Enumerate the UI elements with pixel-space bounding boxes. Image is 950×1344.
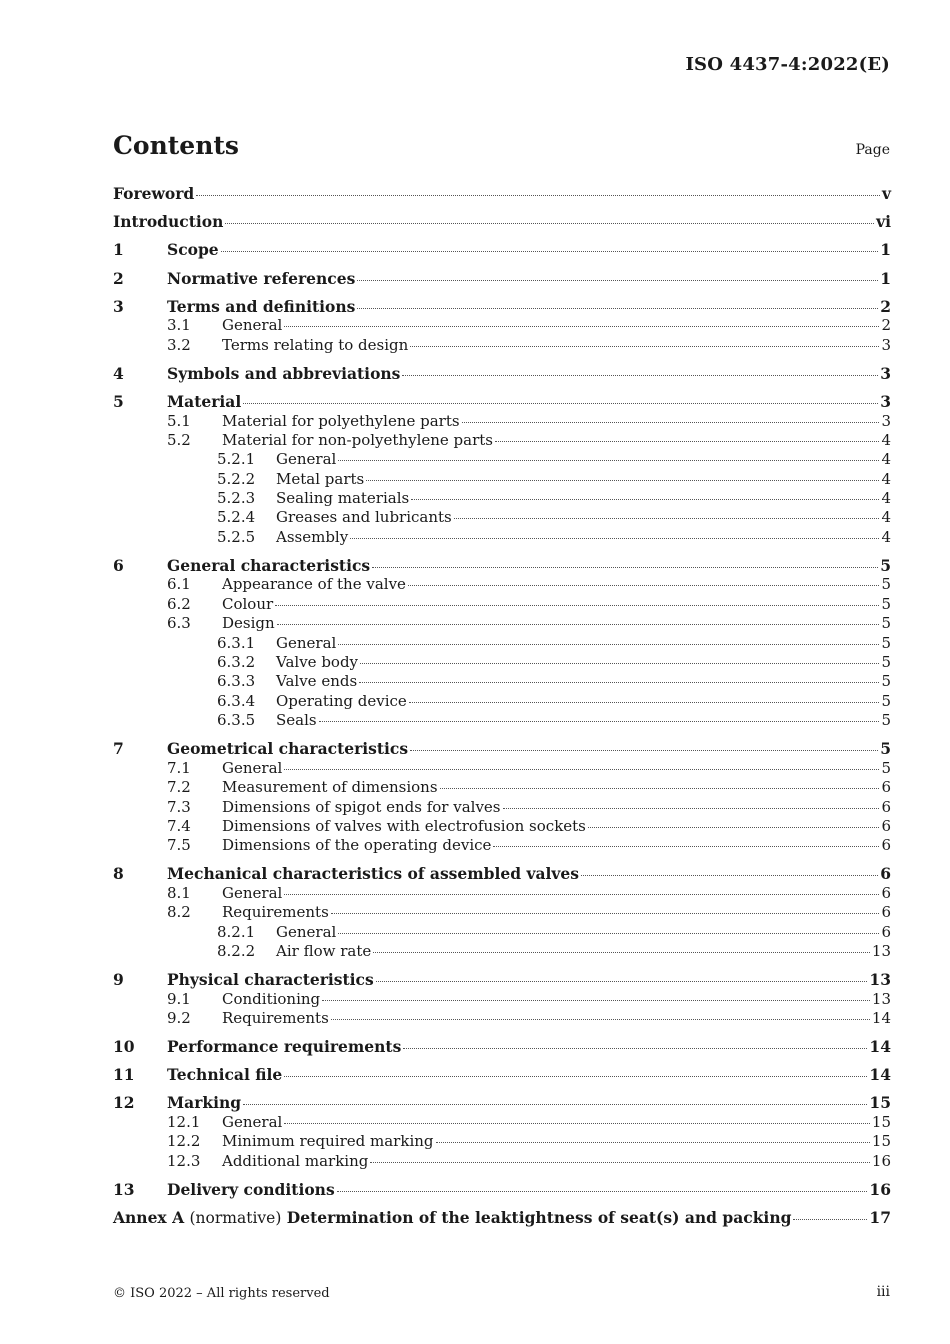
toc-entry[interactable] — [113, 798, 891, 817]
toc-entry[interactable] — [113, 759, 891, 778]
toc-section-number: 12.1 — [167, 1112, 201, 1131]
toc-entry-annex-a[interactable] — [113, 1208, 891, 1228]
toc-entry-title: Metal parts — [276, 469, 365, 488]
toc-entry-title: Dimensions of valves with electrofusion sockets — [222, 816, 586, 835]
dot-leader — [376, 981, 868, 982]
toc-entry-title: Scope — [167, 240, 219, 260]
dot-leader — [372, 567, 878, 568]
dot-leader — [319, 721, 880, 722]
toc-section-number: 3 — [113, 296, 124, 316]
document-id: ISO 4437-4:2022(E) — [685, 54, 890, 75]
toc-entry-title: Performance requirements — [167, 1037, 402, 1056]
toc-section-number: 11 — [113, 1065, 135, 1085]
toc-page-number: 6 — [881, 816, 891, 835]
toc-page-number: 14 — [869, 1037, 891, 1056]
toc-entry[interactable] — [113, 634, 891, 653]
toc-section-number: 7.4 — [167, 816, 191, 835]
toc-entry[interactable] — [113, 1180, 891, 1200]
toc-entry[interactable] — [113, 431, 891, 450]
dot-leader — [357, 308, 878, 309]
toc-page-number: 1 — [880, 268, 891, 288]
toc-entry-title: General — [276, 450, 337, 469]
toc-page-number: 4 — [881, 489, 891, 508]
toc-section-number: 1 — [113, 240, 124, 260]
toc-entry[interactable] — [113, 489, 891, 508]
dot-leader — [495, 441, 879, 442]
toc-section-number: 4 — [113, 363, 124, 383]
toc-entry[interactable] — [113, 364, 891, 384]
dot-leader — [338, 644, 879, 645]
toc-entry[interactable] — [113, 528, 891, 547]
toc-section-number: 6.3.3 — [217, 672, 256, 691]
dot-leader — [402, 375, 878, 376]
toc-entry-title: General — [276, 922, 337, 941]
toc-entry[interactable] — [113, 297, 891, 317]
dot-leader — [350, 538, 879, 539]
toc-page-number: 5 — [881, 594, 891, 613]
toc-section-number: 8 — [113, 864, 124, 884]
toc-page-number: 5 — [881, 711, 891, 730]
dot-leader — [373, 952, 870, 953]
dot-leader — [403, 1048, 867, 1049]
toc-page-number: 4 — [881, 450, 891, 469]
toc-entry-title: Material — [167, 391, 242, 411]
toc-section-number: 5.2.5 — [217, 527, 256, 546]
toc-entry[interactable] — [113, 778, 891, 797]
toc-page-number: 14 — [871, 1009, 891, 1028]
dot-leader — [284, 1123, 870, 1124]
toc-page-number: 2 — [880, 296, 891, 316]
toc-entry[interactable] — [113, 1132, 891, 1151]
toc-entry-title: Delivery conditions — [167, 1179, 335, 1199]
toc-entry-title: Terms and definitions — [167, 296, 356, 316]
toc-section-number: 6.3 — [167, 614, 191, 633]
toc-entry-title: Valve ends — [276, 672, 358, 691]
annex-label: Annex A — [113, 1207, 185, 1227]
dot-leader — [243, 1104, 867, 1105]
toc-entry-title: Material for non-polyethylene parts — [222, 430, 493, 449]
toc-entry-title: Marking — [167, 1093, 242, 1113]
toc-entry-title: Seals — [276, 711, 317, 730]
toc-page-number: 1 — [880, 240, 891, 260]
toc-page-number: 5 — [881, 575, 891, 594]
dot-leader — [337, 1191, 868, 1192]
page-number: iii — [876, 1284, 890, 1300]
toc-entry-title: Introduction — [113, 212, 224, 232]
toc-entry-title: Assembly — [276, 527, 349, 546]
toc-entry-title: Terms relating to design — [222, 335, 409, 354]
toc-section-number: 9.2 — [167, 1009, 191, 1028]
dot-leader — [225, 223, 874, 224]
toc-section-number: 12.2 — [167, 1132, 201, 1151]
toc-page-number: 2 — [881, 316, 891, 335]
toc-entry[interactable] — [113, 903, 891, 922]
dot-leader — [493, 846, 879, 847]
toc-entry[interactable] — [113, 450, 891, 469]
toc-entry[interactable] — [113, 942, 891, 961]
toc-section-number: 8.2 — [167, 903, 191, 922]
annex-title: Determination of the leaktightness of seat(s) and packing — [286, 1207, 792, 1227]
toc-section-number: 6.3.5 — [217, 711, 256, 730]
toc-section-number: 12.3 — [167, 1151, 201, 1170]
toc-page-number: 17 — [869, 1207, 891, 1227]
dot-leader — [338, 933, 879, 934]
toc-section-number: 6.3.2 — [217, 652, 256, 671]
toc-page-number: 6 — [881, 903, 891, 922]
toc-entry[interactable] — [113, 556, 891, 576]
dot-leader — [284, 326, 879, 327]
toc-entry[interactable] — [113, 672, 891, 691]
dot-leader — [284, 894, 879, 895]
toc-entry-title: Greases and lubricants — [276, 508, 452, 527]
dot-leader — [409, 702, 880, 703]
dot-leader — [322, 1000, 870, 1001]
dot-leader — [221, 251, 879, 252]
toc-entry-title: Material for polyethylene parts — [222, 411, 460, 430]
toc-section-number: 8.2.2 — [217, 942, 256, 961]
toc-entry-title: Geometrical characteristics — [167, 739, 409, 759]
dot-leader — [370, 1162, 870, 1163]
dot-leader — [275, 605, 879, 606]
toc-section-number: 8.2.1 — [217, 922, 256, 941]
toc-entry[interactable] — [113, 614, 891, 633]
toc-page-number: 5 — [881, 652, 891, 671]
toc-entry-title: Design — [222, 614, 275, 633]
toc-page-number: 4 — [881, 508, 891, 527]
dot-leader — [357, 280, 878, 281]
toc-entry[interactable] — [113, 711, 891, 730]
toc-section-number: 6.2 — [167, 594, 191, 613]
toc-entry-title: Symbols and abbreviations — [167, 363, 401, 383]
toc-section-number: 9 — [113, 970, 124, 990]
toc-page-number: 3 — [880, 363, 891, 383]
toc-section-number: 3.2 — [167, 335, 191, 354]
dot-leader — [366, 480, 879, 481]
toc-section-number: 5.1 — [167, 411, 191, 430]
toc-section-number: 5 — [113, 391, 124, 411]
dot-leader — [440, 788, 880, 789]
toc-entry-title: Foreword — [113, 184, 195, 203]
toc-entry-title: General — [276, 633, 337, 652]
toc-section-number: 8.1 — [167, 883, 191, 902]
toc-entry[interactable] — [113, 595, 891, 614]
toc-entry[interactable] — [113, 184, 891, 204]
dot-leader — [503, 808, 880, 809]
toc-section-number: 12 — [113, 1093, 135, 1113]
toc-page-number: 5 — [881, 758, 891, 777]
dot-leader — [411, 499, 879, 500]
toc-page-number: 13 — [869, 970, 891, 990]
dot-leader — [588, 827, 880, 828]
toc-page-number: 3 — [881, 411, 891, 430]
toc-page-number: 6 — [880, 864, 891, 884]
toc-entry[interactable] — [113, 990, 891, 1009]
toc-section-number: 9.1 — [167, 989, 191, 1008]
dot-leader — [454, 518, 880, 519]
dot-leader — [331, 913, 880, 914]
toc-page-number: 6 — [881, 883, 891, 902]
toc-page-number: 4 — [881, 469, 891, 488]
toc-entry-title: Mechanical characteristics of assembled valves — [167, 864, 580, 884]
toc-entry-title: Technical file — [167, 1065, 283, 1085]
toc-section-number: 7 — [113, 739, 124, 759]
toc-entry-title: Conditioning — [222, 989, 321, 1008]
copyright-notice: © ISO 2022 – All rights reserved — [113, 1286, 330, 1301]
toc-page-number: 5 — [880, 555, 891, 575]
toc-entry[interactable] — [113, 653, 891, 672]
toc-entry[interactable] — [113, 692, 891, 711]
toc-entry[interactable] — [113, 884, 891, 903]
toc-entry[interactable] — [113, 923, 891, 942]
toc-section-number: 7.3 — [167, 797, 191, 816]
toc-section-number: 7.2 — [167, 778, 191, 797]
toc-section-number: 13 — [113, 1179, 135, 1199]
toc-entry-title: Air flow rate — [276, 942, 372, 961]
toc-page-number: 4 — [881, 430, 891, 449]
toc-page-number: 4 — [881, 527, 891, 546]
toc-page-number: 5 — [881, 633, 891, 652]
toc-page-number: 6 — [881, 778, 891, 797]
toc-entry-title: Dimensions of the operating device — [222, 836, 492, 855]
toc-page-number: 14 — [869, 1065, 891, 1085]
toc-entry[interactable] — [113, 470, 891, 489]
dot-leader — [359, 682, 879, 683]
toc-page-number: 6 — [881, 797, 891, 816]
toc-entry[interactable] — [113, 392, 891, 412]
toc-page-number: 5 — [881, 691, 891, 710]
toc-section-number: 5.2.4 — [217, 508, 256, 527]
toc-section-number: 10 — [113, 1037, 135, 1056]
toc-entry-title: General — [222, 1112, 283, 1131]
toc-section-number: 5.2.1 — [217, 450, 256, 469]
toc-entry[interactable] — [113, 212, 891, 232]
toc-page-number: vi — [876, 212, 891, 232]
toc-entry[interactable] — [113, 1009, 891, 1028]
toc-section-number: 2 — [113, 268, 124, 288]
page-title: Contents — [113, 131, 240, 160]
toc-entry[interactable] — [113, 316, 891, 335]
toc-entry-title: Normative references — [167, 268, 356, 288]
toc-entry[interactable] — [113, 817, 891, 836]
toc-page-number: 5 — [881, 672, 891, 691]
toc-page-number: v — [881, 184, 891, 203]
toc-section-number: 7.1 — [167, 758, 191, 777]
toc-section-number: 3.1 — [167, 316, 191, 335]
toc-page-number: 6 — [881, 836, 891, 855]
toc-entry-title: Requirements — [222, 903, 329, 922]
dot-leader — [277, 624, 880, 625]
toc-page-number: 16 — [869, 1179, 891, 1199]
dot-leader — [408, 585, 880, 586]
table-of-contents — [113, 184, 891, 1228]
dot-leader — [436, 1142, 870, 1143]
dot-leader — [410, 750, 878, 751]
toc-entry[interactable] — [113, 1152, 891, 1171]
toc-entry[interactable] — [113, 836, 891, 855]
dot-leader — [196, 195, 880, 196]
toc-section-number: 6.3.4 — [217, 691, 256, 710]
toc-entry-title: Valve body — [276, 652, 359, 671]
toc-entry[interactable] — [113, 864, 891, 884]
toc-entry-title: General — [222, 883, 283, 902]
toc-page-number: 13 — [871, 942, 891, 961]
toc-entry-title: Colour — [222, 594, 274, 613]
toc-page-number: 5 — [880, 739, 891, 759]
toc-entry-title: Measurement of dimensions — [222, 778, 438, 797]
dot-leader — [338, 460, 879, 461]
toc-entry-title: Minimum required marking — [222, 1132, 434, 1151]
toc-page-number: 15 — [871, 1112, 891, 1131]
toc-section-number: 7.5 — [167, 836, 191, 855]
toc-entry-title: Operating device — [276, 691, 407, 710]
dot-leader — [331, 1019, 870, 1020]
toc-entry[interactable] — [113, 970, 891, 990]
toc-section-number: 6 — [113, 555, 124, 575]
toc-entry-title: Physical characteristics — [167, 970, 374, 990]
toc-entry[interactable] — [113, 336, 891, 355]
toc-section-number: 6.1 — [167, 575, 191, 594]
toc-entry[interactable] — [113, 508, 891, 527]
toc-entry-title: General — [222, 758, 283, 777]
toc-entry[interactable] — [113, 1113, 891, 1132]
toc-page-number: 5 — [881, 614, 891, 633]
dot-leader — [284, 769, 879, 770]
toc-section-number: 5.2.3 — [217, 489, 256, 508]
dot-leader — [793, 1219, 867, 1220]
toc-entry[interactable] — [113, 1037, 891, 1057]
toc-entry[interactable] — [113, 412, 891, 431]
toc-entry[interactable] — [113, 1093, 891, 1113]
dot-leader — [243, 403, 878, 404]
toc-entry[interactable] — [113, 240, 891, 260]
toc-section-number: 6.3.1 — [217, 633, 256, 652]
toc-entry-title: Appearance of the valve — [222, 575, 406, 594]
dot-leader — [360, 663, 879, 664]
dot-leader — [284, 1076, 867, 1077]
toc-entry-title: Requirements — [222, 1009, 329, 1028]
toc-entry-title: Additional marking — [222, 1151, 369, 1170]
toc-page-number: 13 — [871, 989, 891, 1008]
dot-leader — [462, 422, 880, 423]
toc-entry[interactable] — [113, 1065, 891, 1085]
toc-page-number: 16 — [871, 1151, 891, 1170]
toc-page-number: 6 — [881, 922, 891, 941]
page-column-label: Page — [855, 142, 890, 158]
dot-leader — [410, 346, 879, 347]
toc-section-number: 5.2.2 — [217, 469, 256, 488]
toc-entry[interactable] — [113, 739, 891, 759]
toc-page-number: 15 — [871, 1132, 891, 1151]
toc-page-number: 3 — [881, 335, 891, 354]
toc-section-number: 5.2 — [167, 430, 191, 449]
toc-entry[interactable] — [113, 269, 891, 289]
toc-page-number: 3 — [880, 391, 891, 411]
dot-leader — [581, 875, 878, 876]
toc-entry-title: Sealing materials — [276, 489, 410, 508]
toc-page-number: 15 — [869, 1093, 891, 1113]
annex-kind: (normative) — [189, 1208, 282, 1227]
toc-entry-title: General characteristics — [167, 555, 371, 575]
toc-entry-title: Dimensions of spigot ends for valves — [222, 797, 501, 816]
toc-entry[interactable] — [113, 575, 891, 594]
toc-entry-title: General — [222, 316, 283, 335]
